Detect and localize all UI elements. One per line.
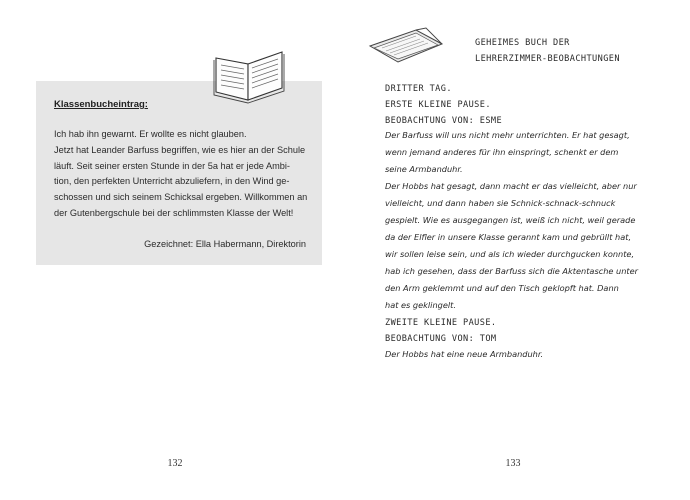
handwritten-line: Der Hobbs hat eine neue Armbanduhr. (385, 349, 544, 359)
handwritten-line: hab ich gesehen, dass der Barfuss sich die Aktentasche unter (385, 266, 639, 276)
text-line: läuft. Seit seiner ersten Stunde in der 5a hat er jede Ambi- (54, 160, 290, 171)
right-page (345, 0, 690, 500)
class-register-entry-box (36, 81, 322, 265)
section2-break: ZWEITE KLEINE PAUSE. (385, 318, 497, 328)
handwritten-line: den Arm geklemmt und auf den Tisch geklopft hat. Dann (385, 283, 619, 293)
handwritten-line: wir sollen leise sein, und als ich wieder durchgucken konnte, (385, 249, 635, 259)
open-book-icon (212, 40, 286, 104)
text-line: tion, den perfekten Unterricht abzuliefern, in den Wind ge- (54, 176, 290, 187)
class-register-text (54, 127, 316, 222)
text-line: der Gutenbergschule bei der schlimmsten Klasse der Welt! (54, 207, 294, 218)
section2-observer: BEOBACHTUNG VON: TOM (385, 334, 497, 344)
handwritten-line: vielleicht, und dann haben sie Schnick-schnack-schnuck (385, 198, 616, 208)
page-number-left: 132 (167, 458, 183, 469)
section1-break: ERSTE KLEINE PAUSE. (385, 100, 491, 110)
handwritten-line: da der Elfler in unsere Klasse gerannt kam und gebrüllt hat, (385, 232, 632, 242)
text-line: Ich hab ihn gewarnt. Er wollte es nicht glauben. (54, 129, 247, 139)
signature: Gezeichnet: Ella Habermann, Direktorin (144, 239, 306, 249)
handwritten-line: gespielt. Wie es ausgegangen ist, weiß ich nicht, weil gerade (385, 215, 636, 225)
text-line: schossen und sich seinem Schicksal ergeben. Willkommen an (54, 192, 308, 203)
handwritten-line: hat es geklingelt. (385, 300, 456, 310)
secret-book-heading-line-2: LEHRERZIMMER-BEOBACHTUNGEN (475, 54, 620, 64)
section1-day: DRITTER TAG. (385, 84, 452, 94)
secret-book-heading-line-1: GEHEIMES BUCH DER (475, 38, 570, 48)
handwritten-line: seine Armbanduhr. (385, 164, 463, 174)
class-register-title: Klassenbucheintrag: (54, 99, 148, 110)
text-line: Jetzt hat Leander Barfuss begriffen, wie es hier an der Schule (54, 144, 306, 155)
handwritten-line: Der Barfuss will uns nicht mehr unterrichten. Er hat gesagt, (385, 130, 630, 140)
section1-observer: BEOBACHTUNG VON: ESME (385, 116, 503, 126)
handwritten-line: wenn jemand anderes für ihn einspringt, schenkt er dem (385, 147, 619, 157)
pamphlet-icon (368, 26, 444, 64)
handwritten-line: Der Hobbs hat gesagt, dann macht er das vielleicht, aber nur (385, 181, 637, 191)
page-number-right: 133 (505, 458, 521, 469)
